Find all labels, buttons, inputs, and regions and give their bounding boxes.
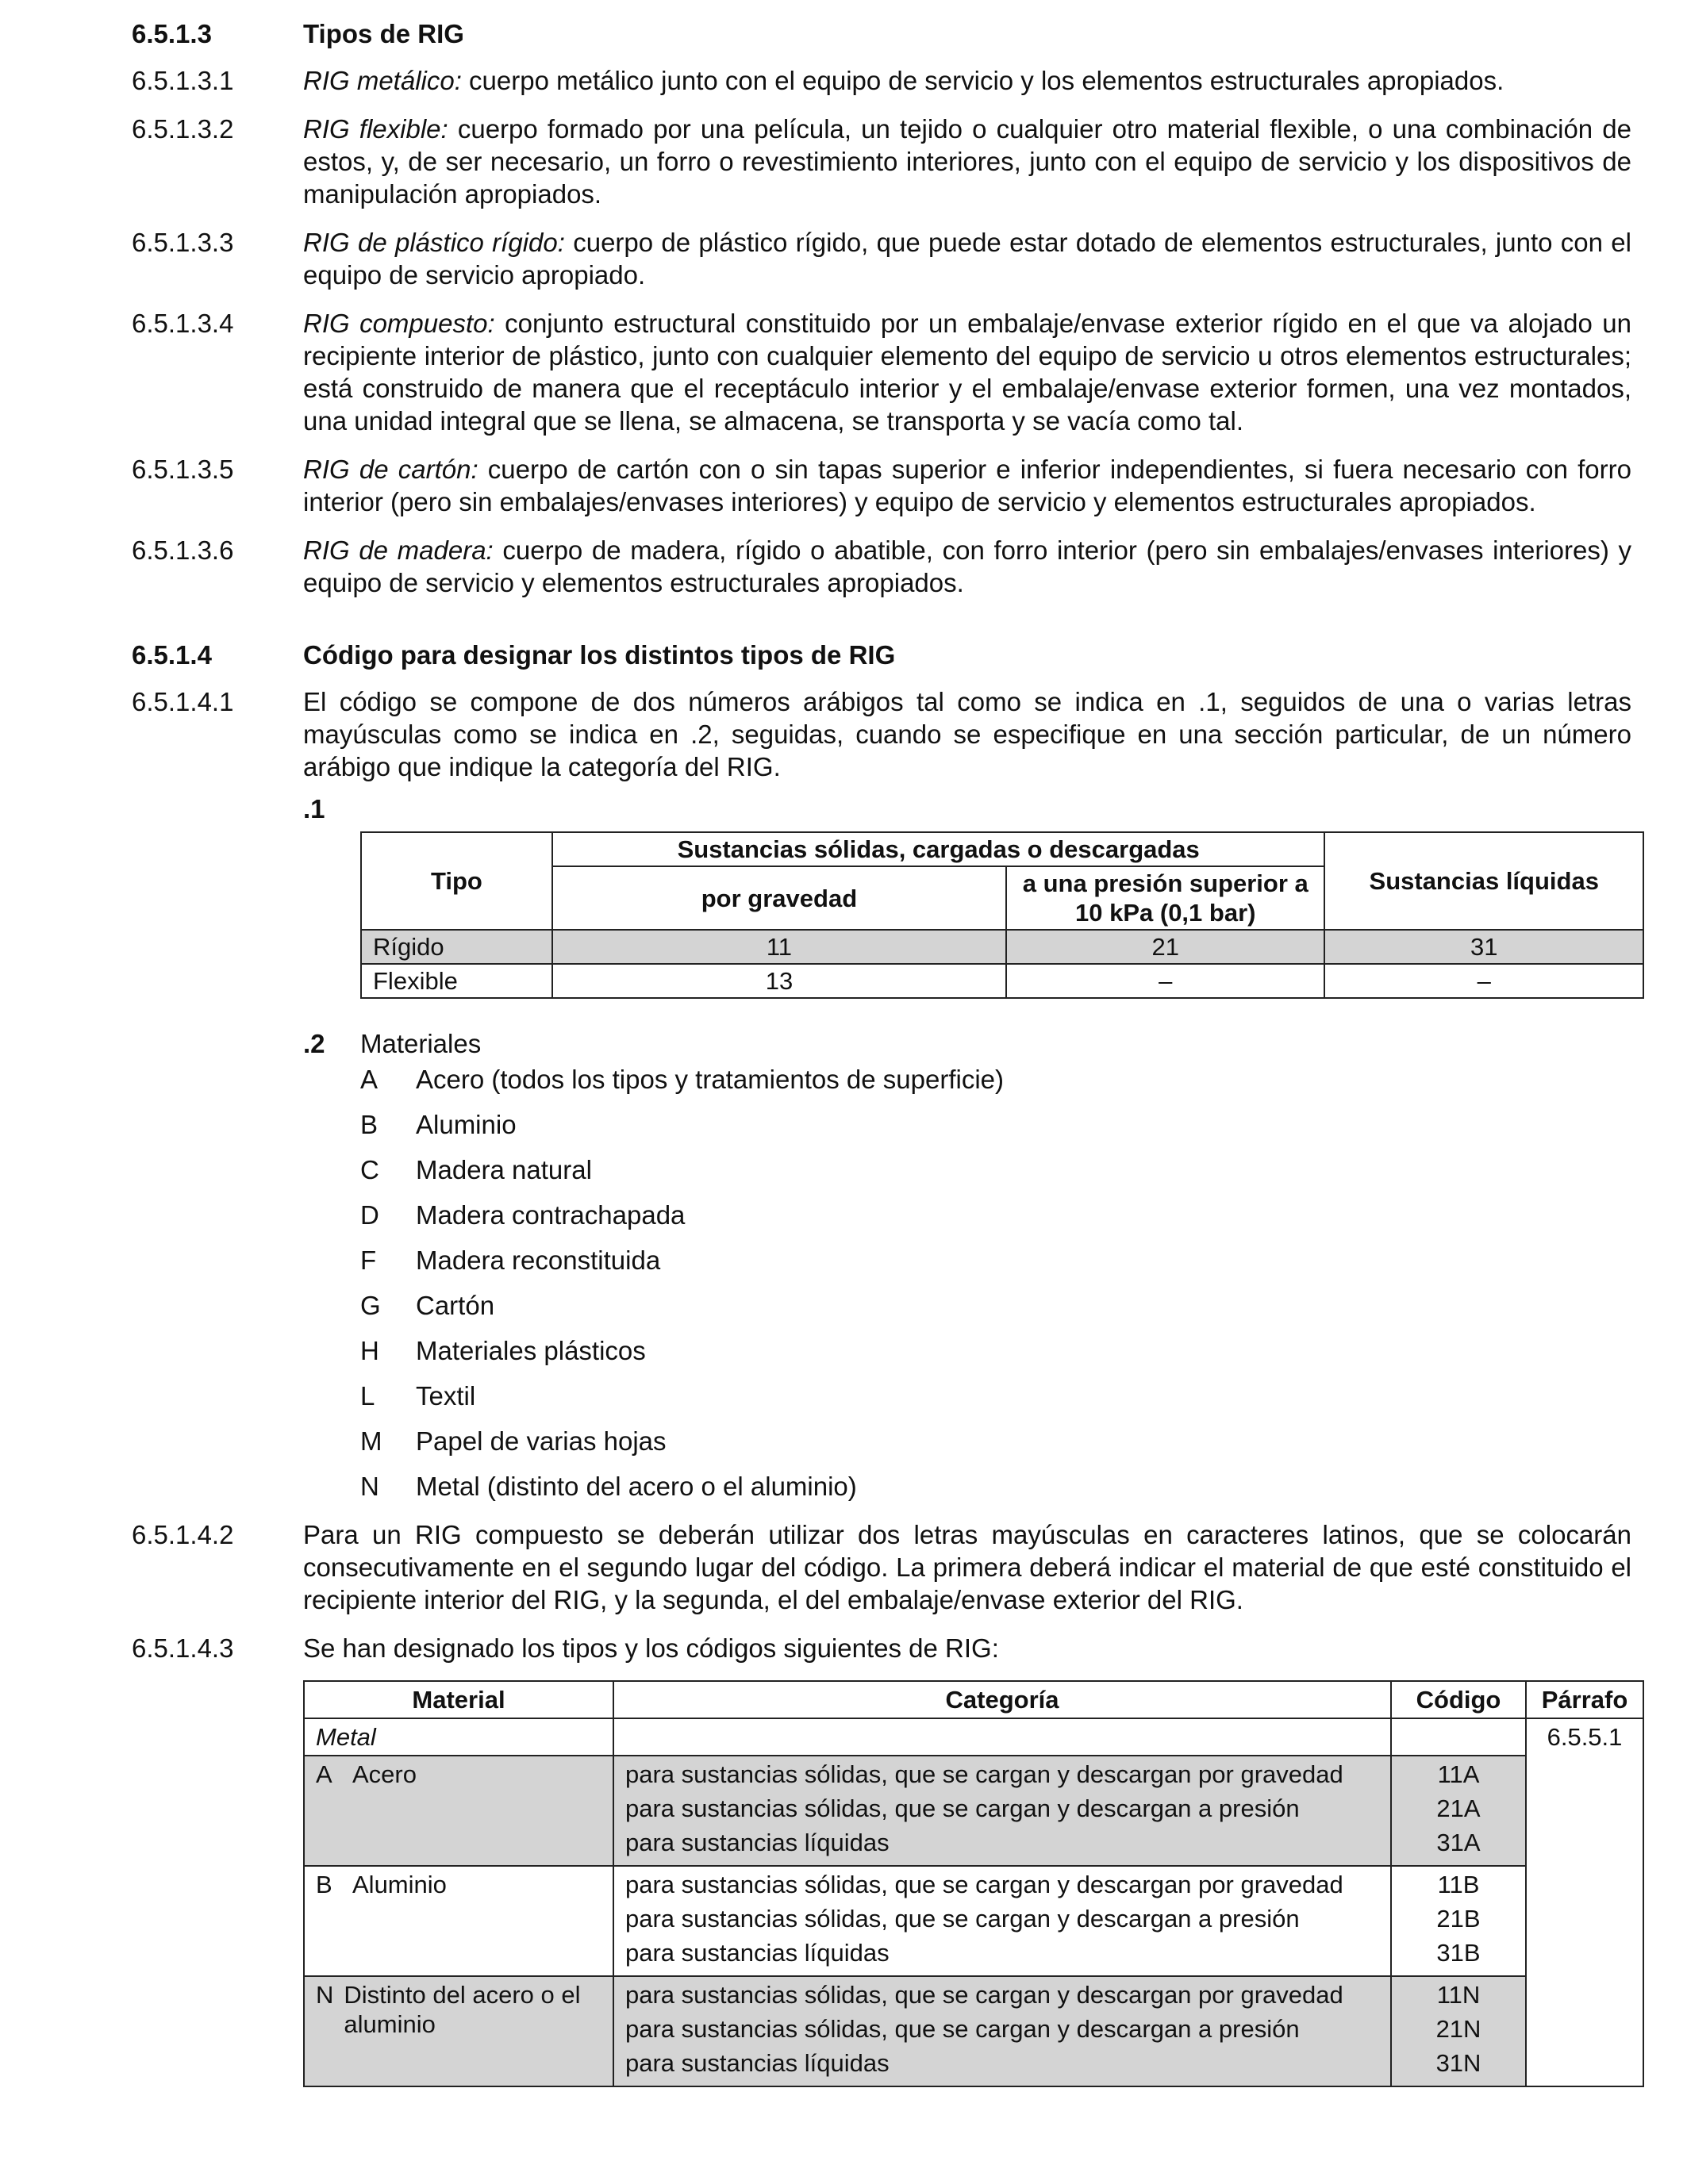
paragraph-number: 6.5.1.4.2	[132, 1520, 234, 1549]
paragraph-text: Se han designado los tipos y los códigos siguientes de RIG:	[303, 1633, 999, 1663]
cell-tipo: Rígido	[361, 930, 552, 964]
cell-gravedad: 11	[552, 930, 1006, 964]
paragraph-number: 6.5.1.3.1	[132, 66, 234, 95]
materials-title: Materiales	[360, 1029, 482, 1058]
material-code: D	[360, 1200, 379, 1230]
header-liquidas: Sustancias líquidas	[1324, 832, 1643, 930]
header-tipo: Tipo	[361, 832, 552, 930]
section-number: 6.5.1.4	[132, 640, 212, 670]
cell-tipo: Flexible	[361, 964, 552, 998]
group-parrafo: 6.5.5.1	[1526, 1718, 1643, 2086]
header-presion: a una presión superior a 10 kPa (0,1 bar)	[1006, 866, 1324, 930]
material-name: Madera reconstituida	[416, 1246, 661, 1275]
cell-gravedad: 13	[552, 964, 1006, 998]
paragraph-6513-4	[132, 307, 1631, 437]
material-code: N	[360, 1472, 379, 1501]
section-number: 6.5.1.3	[132, 19, 212, 48]
codigo-value: 31A	[1436, 1829, 1481, 1856]
material-name: Acero	[352, 1760, 417, 1788]
table-row	[304, 1866, 1643, 1976]
list-item	[360, 1425, 1631, 1470]
cell-presion: –	[1006, 964, 1324, 998]
materials-list	[360, 1063, 1631, 1515]
paragraph-6514-2	[132, 1518, 1631, 1616]
list-item	[360, 1380, 1631, 1425]
paragraph-6513-1	[132, 64, 1631, 97]
cell-liquidas: 31	[1324, 930, 1643, 964]
header-material: Material	[304, 1681, 613, 1718]
section-title: Código para designar los distintos tipos de RIG	[303, 640, 896, 670]
subsection-label-2: .2	[303, 1029, 325, 1058]
categoria-line: para sustancias líquidas	[625, 2049, 890, 2077]
codigo-value: 31B	[1436, 1939, 1481, 1967]
material-name: Textil	[416, 1381, 476, 1411]
definition-text: cuerpo de cartón con o sin tapas superior e inferior independientes, si fuera necesario con forro interior (pero sin embalajes/envases interiores) y equipo de servicio y elementos estructurales apropiados.	[303, 455, 1631, 516]
codigo-value: 11N	[1436, 1981, 1481, 2009]
defined-term: RIG de plástico rígido:	[303, 228, 565, 257]
list-item	[360, 1063, 1631, 1108]
materials-heading	[303, 1027, 1631, 1060]
defined-term: RIG flexible:	[303, 114, 448, 144]
categoria-line: para sustancias sólidas, que se cargan y descargan a presión	[625, 1794, 1300, 1822]
categoria-line: para sustancias líquidas	[625, 1829, 890, 1856]
material-code: C	[360, 1155, 379, 1184]
categoria-line: para sustancias sólidas, que se cargan y descargan a presión	[625, 1905, 1300, 1933]
definition-text: cuerpo metálico junto con el equipo de servicio y los elementos estructurales apropiados.	[461, 66, 1504, 95]
material-name: Papel de varias hojas	[416, 1426, 667, 1456]
paragraph-number: 6.5.1.3.3	[132, 228, 234, 257]
material-code: M	[360, 1426, 382, 1456]
material-name: Metal (distinto del acero o el aluminio)	[416, 1472, 857, 1501]
table-row	[361, 930, 1643, 964]
definition-text: conjunto estructural constituido por un embalaje/envase exterior rígido en el que va alojado un recipiente interior de plástico, junto con cualquier elemento del equipo de servicio u otros elementos estructurales; está construido de manera que el receptáculo interior y el embalaje/envase exterior formen, una vez montados, una unidad integral que se llena, se almacena, se transporta y se vacía como tal.	[303, 309, 1631, 436]
section-heading-6514	[132, 639, 1631, 671]
material-name: Aluminio	[352, 1871, 447, 1898]
list-item	[360, 1153, 1631, 1199]
paragraph-number: 6.5.1.4.1	[132, 687, 234, 716]
codigo-value: 21A	[1436, 1794, 1481, 1822]
material-code: G	[360, 1291, 381, 1320]
header-parrafo: Párrafo	[1526, 1681, 1643, 1718]
cell-presion: 21	[1006, 930, 1324, 964]
list-item	[360, 1199, 1631, 1244]
material-code: A	[360, 1065, 379, 1094]
categoria-line: para sustancias líquidas	[625, 1939, 890, 1967]
material-name: Cartón	[416, 1291, 495, 1320]
material-letter: A	[316, 1760, 332, 1788]
material-name: Distinto del acero o el aluminio	[344, 1981, 581, 2038]
list-item	[360, 1470, 1631, 1515]
paragraph-text: El código se compone de dos números arábigos tal como se indica en .1, seguidos de una o varias letras mayúsculas como se indica en .2, seguidas, cuando se especifique en una sección particular, de un número arábigo que indique la categoría del RIG.	[303, 687, 1631, 781]
rig-code-table	[303, 1680, 1644, 2087]
list-item	[360, 1334, 1631, 1380]
material-name: Acero (todos los tipos y tratamientos de superficie)	[416, 1065, 1005, 1094]
paragraph-6513-6	[132, 534, 1631, 599]
tipo-code-table	[360, 831, 1644, 999]
material-name: Madera contrachapada	[416, 1200, 686, 1230]
codigo-value: 11B	[1437, 1871, 1480, 1898]
paragraph-number: 6.5.1.3.2	[132, 114, 234, 144]
categoria-line: para sustancias sólidas, que se cargan y descargan por gravedad	[625, 1760, 1343, 1788]
header-codigo: Código	[1391, 1681, 1526, 1718]
paragraph-6513-3	[132, 226, 1631, 291]
defined-term: RIG metálico:	[303, 66, 462, 95]
material-letter: B	[316, 1871, 332, 1898]
table-row	[304, 1976, 1643, 2086]
subsection-label-1: .1	[303, 794, 325, 823]
cell-liquidas: –	[1324, 964, 1643, 998]
header-solidas: Sustancias sólidas, cargadas o descargadas	[552, 832, 1325, 866]
list-item	[360, 1244, 1631, 1289]
material-letter: N	[316, 1981, 334, 2009]
material-name: Materiales plásticos	[416, 1336, 646, 1365]
table-row	[304, 1756, 1643, 1866]
group-label: Metal	[304, 1718, 613, 1756]
material-code: H	[360, 1336, 379, 1365]
table-row	[361, 964, 1643, 998]
header-categoria: Categoría	[613, 1681, 1391, 1718]
material-name: Madera natural	[416, 1155, 592, 1184]
section-heading-6513	[132, 17, 1631, 50]
codigo-value: 21B	[1436, 1905, 1481, 1933]
document-page	[132, 17, 1631, 2087]
definition-text: cuerpo de madera, rígido o abatible, con forro interior (pero sin embalajes/envases interiores) y equipo de servicio y elementos estructurales apropiados.	[303, 535, 1631, 597]
defined-term: RIG de cartón:	[303, 455, 478, 484]
table-row-group	[304, 1718, 1643, 1756]
paragraph-6513-5	[132, 453, 1631, 518]
section-title: Tipos de RIG	[303, 19, 464, 48]
paragraph-6514-1	[132, 685, 1631, 783]
header-gravedad: por gravedad	[552, 866, 1006, 930]
codigo-value: 11A	[1437, 1760, 1480, 1788]
categoria-line: para sustancias sólidas, que se cargan y descargan a presión	[625, 2015, 1300, 2043]
paragraph-text: Para un RIG compuesto se deberán utilizar dos letras mayúsculas en caracteres latinos, que se colocarán consecutivamente en el segundo lugar del código. La primera deberá indicar el material de que esté constituido el recipiente interior del RIG, y la segunda, el del embalaje/envase exterior del RIG.	[303, 1520, 1631, 1614]
material-code: L	[360, 1381, 375, 1411]
definition-text: cuerpo formado por una película, un tejido o cualquier otro material flexible, o una combinación de estos, y, de ser necesario, un forro o revestimiento interiores, junto con el equipo de servicio y los dispositivos de manipulación apropiados.	[303, 114, 1631, 209]
paragraph-number: 6.5.1.3.6	[132, 535, 234, 565]
paragraph-6514-3	[132, 1632, 1631, 1664]
defined-term: RIG de madera:	[303, 535, 494, 565]
material-code: F	[360, 1246, 377, 1275]
codigo-value: 31N	[1435, 2049, 1481, 2077]
paragraph-number: 6.5.1.3.5	[132, 455, 234, 484]
list-item	[360, 1108, 1631, 1153]
codigo-value: 21N	[1435, 2015, 1481, 2043]
list-item	[360, 1289, 1631, 1334]
defined-term: RIG compuesto:	[303, 309, 495, 338]
paragraph-6513-2	[132, 113, 1631, 210]
material-name: Aluminio	[416, 1110, 517, 1139]
paragraph-number: 6.5.1.3.4	[132, 309, 234, 338]
definition-text: cuerpo de plástico rígido, que puede estar dotado de elementos estructurales, junto con el equipo de servicio apropiado.	[303, 228, 1631, 290]
categoria-line: para sustancias sólidas, que se cargan y descargan por gravedad	[625, 1981, 1343, 2009]
paragraph-number: 6.5.1.4.3	[132, 1633, 234, 1663]
categoria-line: para sustancias sólidas, que se cargan y descargan por gravedad	[625, 1871, 1343, 1898]
material-code: B	[360, 1110, 379, 1139]
